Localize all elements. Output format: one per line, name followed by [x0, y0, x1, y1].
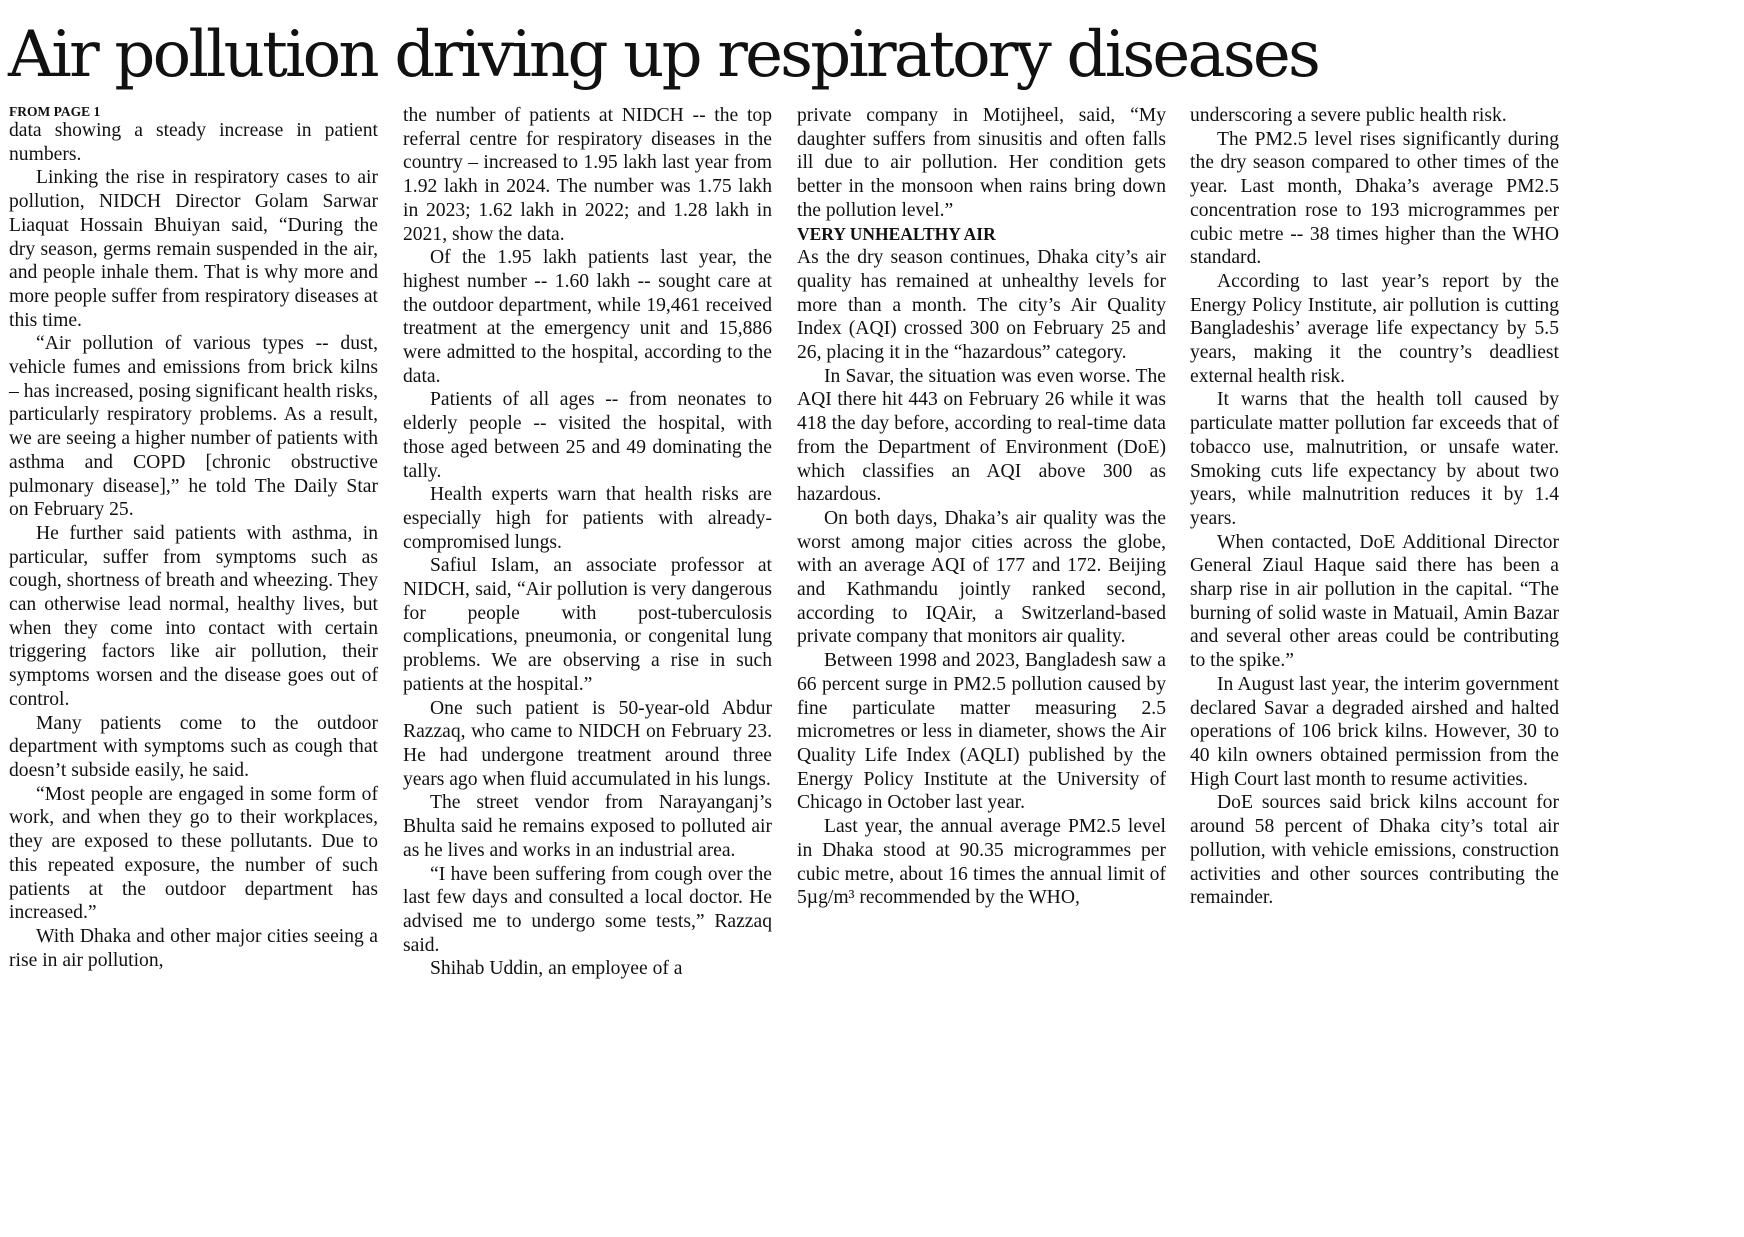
column-3 — [797, 104, 1166, 910]
paragraph: Health experts warn that health risks are especially high for patients with already-compromised lungs. — [403, 484, 772, 553]
paragraph: data showing a steady increase in patient numbers. — [9, 120, 378, 165]
headline: Air pollution driving up respiratory diseases — [8, 18, 1319, 92]
paragraph: “I have been suffering from cough over the last few days and consulted a local doctor. He advised me to undergo some tests,” Razzaq said. — [403, 863, 772, 956]
paragraph: According to last year’s report by the Energy Policy Institute, air pollution is cutting Bangladeshis’ average life expectancy by 5.5 years, making it the country’s deadliest external health risk. — [1190, 270, 1559, 387]
continuation-kicker: FROM PAGE 1 — [9, 104, 101, 119]
paragraph: He further said patients with asthma, in particular, suffer from symptoms such as cough, shortness of breath and wheezing. They can otherwise lead normal, healthy lives, but when they come into contact with certain triggering factors like air pollution, their symptoms worsen and the disease goes out of control. — [9, 522, 378, 710]
paragraph: On both days, Dhaka’s air quality was the worst among major cities across the globe, with an average AQI of 177 and 172. Beijing and Kathmandu jointly ranked second, according to IQAir, a Switzerland-based private company that monitors air quality. — [797, 507, 1166, 648]
paragraph: DoE sources said brick kilns account for around 58 percent of Dhaka city’s total air pollution, with vehicle emissions, construction activities and other sources contributing the remainder. — [1190, 792, 1559, 909]
column-1 — [9, 104, 378, 972]
paragraph: Last year, the annual average PM2.5 level in Dhaka stood at 90.35 microgrammes per cubic metre, about 16 times the annual limit of 5µg/m³ recommended by the WHO, — [797, 816, 1166, 909]
paragraph: Of the 1.95 lakh patients last year, the highest number -- 1.60 lakh -- sought care at the outdoor department, while 19,461 received treatment at the emergency unit and 15,886 were admitted to the hospital, according to the data. — [403, 247, 772, 387]
section-subhead: VERY UNHEALTHY AIR — [797, 223, 996, 244]
paragraph: The PM2.5 level rises significantly during the dry season compared to other times of the year. Last month, Dhaka’s average PM2.5 concentration rose to 193 microgrammes per cubic metre -- 38 times higher than the WHO standard. — [1190, 128, 1559, 269]
paragraph: In August last year, the interim government declared Savar a degraded airshed and halted operations of 106 brick kilns. However, 30 to 40 kiln owners obtained permission from the High Court last month to resume activities. — [1190, 673, 1559, 790]
paragraph: One such patient is 50-year-old Abdur Razzaq, who came to NIDCH on February 23. He had undergone treatment around three years ago when fluid accumulated in his lungs. — [403, 697, 772, 790]
paragraph: It warns that the health toll caused by particulate matter pollution far exceeds that of tobacco use, malnutrition, or unsafe water. Smoking cuts life expectancy by about two years, while malnutrition reduces it by 1.4 years. — [1190, 389, 1559, 529]
paragraph: Linking the rise in respiratory cases to air pollution, NIDCH Director Golam Sarwar Liaquat Hossain Bhuiyan said, “During the dry season, germs remain suspended in the air, and people inhale them. That is why more and more people suffer from respiratory diseases at this time. — [9, 167, 378, 331]
paragraph: When contacted, DoE Additional Director General Ziaul Haque said there has been a sharp rise in air pollution in the capital. “The burning of solid waste in Matuail, Amin Bazar and several other areas could be contributing to the spike.” — [1190, 531, 1559, 672]
paragraph: With Dhaka and other major cities seeing a rise in air pollution, — [9, 925, 378, 971]
paragraph: Between 1998 and 2023, Bangladesh saw a 66 percent surge in PM2.5 pollution caused by fine particulate matter measuring 2.5 micrometres or less in diameter, shows the Air Quality Life Index (AQLI) published by the Energy Policy Institute at the University of Chicago in October last year. — [797, 650, 1166, 814]
paragraph: Safiul Islam, an associate professor at NIDCH, said, “Air pollution is very dangerous for people with post-tuberculosis complications, pneumonia, or congenital lung problems. We are observing a rise in such patients at the hospital.” — [403, 555, 772, 695]
paragraph: private company in Motijheel, said, “My daughter suffers from sinusitis and often falls ill due to air pollution. Her condition gets better in the monsoon when rains bring down the pollution level.” — [797, 105, 1166, 221]
paragraph: “Air pollution of various types -- dust, vehicle fumes and emissions from brick kilns – has increased, posing significant health risks, particularly respiratory problems. As a result, we are seeing a higher number of patients with asthma and COPD [chronic obstructive pulmonary disease],” he told The Daily Star on February 25. — [9, 333, 378, 521]
column-2 — [403, 104, 772, 981]
column-4 — [1190, 104, 1559, 910]
paragraph: underscoring a severe public health risk. — [1190, 105, 1507, 126]
paragraph: Patients of all ages -- from neonates to elderly people -- visited the hospital, with those aged between 25 and 49 dominating the tally. — [403, 389, 772, 482]
paragraph: In Savar, the situation was even worse. The AQI there hit 443 on February 26 while it was 418 the day before, according to real-time data from the Department of Environment (DoE) which classifies an AQI above 300 as hazardous. — [797, 365, 1166, 506]
paragraph: Many patients come to the outdoor department with symptoms such as cough that doesn’t subside easily, he said. — [9, 712, 378, 781]
paragraph: Shihab Uddin, an employee of a — [430, 958, 683, 980]
paragraph: The street vendor from Narayanganj’s Bhulta said he remains exposed to polluted air as he lives and works in an industrial area. — [403, 792, 772, 861]
paragraph: the number of patients at NIDCH -- the top referral centre for respiratory diseases in the country – increased to 1.95 lakh last year from 1.92 lakh in 2024. The number was 1.75 lakh in 2023; 1.62 lakh in 2022; and 1.28 lakh in 2021, show the data. — [403, 105, 772, 245]
paragraph: “Most people are engaged in some form of work, and when they go to their workplaces, they are exposed to these pollutants. Due to this repeated exposure, the number of such patients at the outdoor department has increased.” — [9, 783, 378, 924]
paragraph: As the dry season continues, Dhaka city’s air quality has remained at unhealthy levels for more than a month. The city’s Air Quality Index (AQI) crossed 300 on February 25 and 26, placing it in the “hazardous” category. — [797, 247, 1166, 364]
